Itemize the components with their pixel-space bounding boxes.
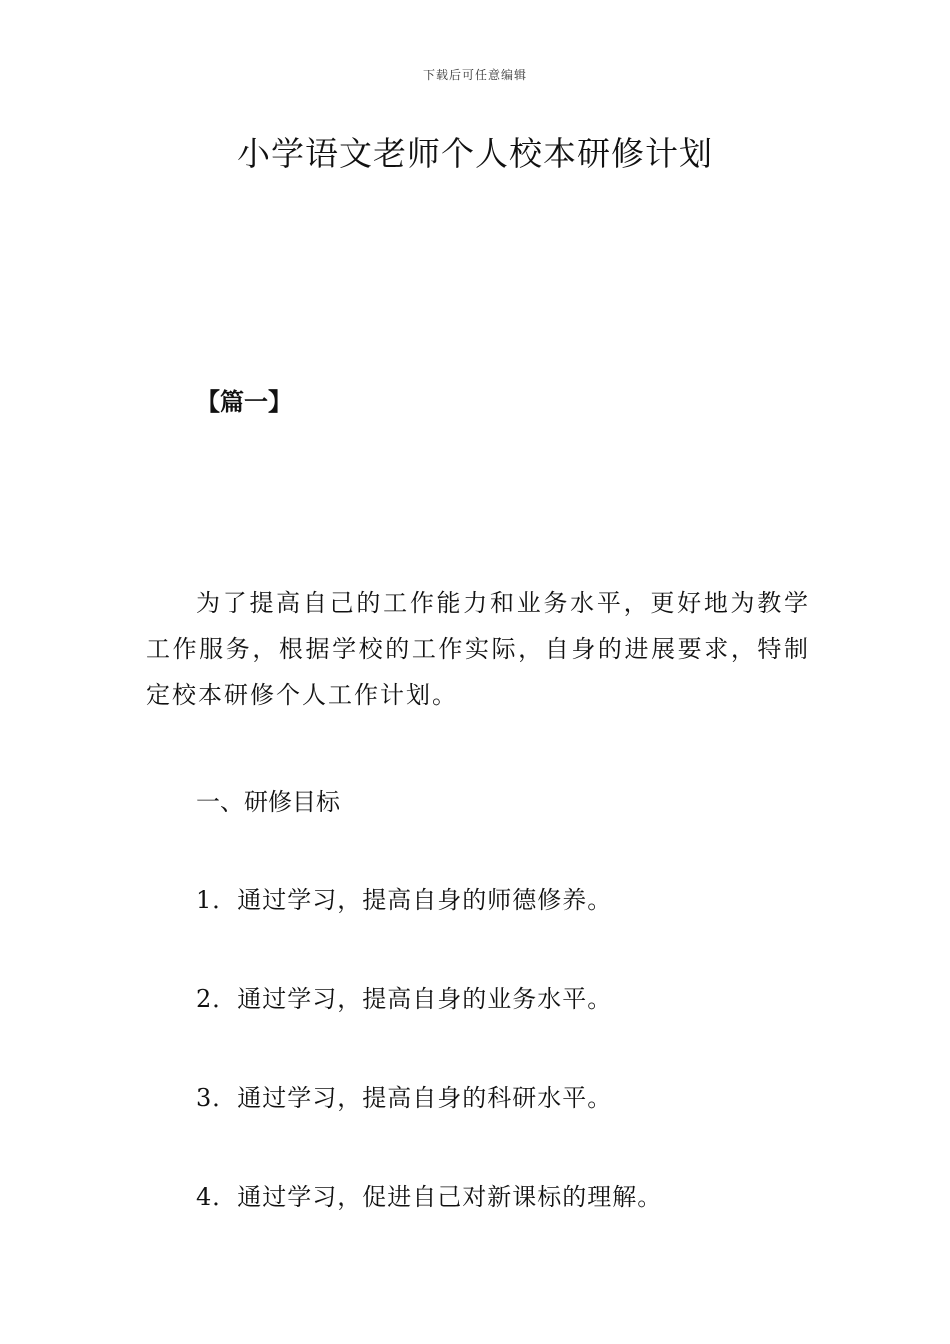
header-note: 下载后可任意编辑 (422, 68, 527, 82)
intro-paragraph: 为了提高自己的工作能力和业务水平，更好地为教学工作服务，根据学校的工作实际，自身的进展要求，特制定校本研修个人工作计划。 (146, 589, 810, 709)
section-label: 【篇一】 (196, 387, 292, 416)
document-title: 小学语文老师个人校本研修计划 (237, 134, 713, 173)
goal-item: 2．通过学习，提高自身的业务水平。 (196, 985, 613, 1013)
section-heading: 一、研修目标 (196, 788, 340, 816)
goal-item: 3．通过学习，提高自身的科研水平。 (196, 1084, 613, 1112)
goal-item: 1．通过学习，提高自身的师德修养。 (196, 886, 613, 914)
goal-item: 4．通过学习，促进自己对新课标的理解。 (196, 1183, 663, 1211)
